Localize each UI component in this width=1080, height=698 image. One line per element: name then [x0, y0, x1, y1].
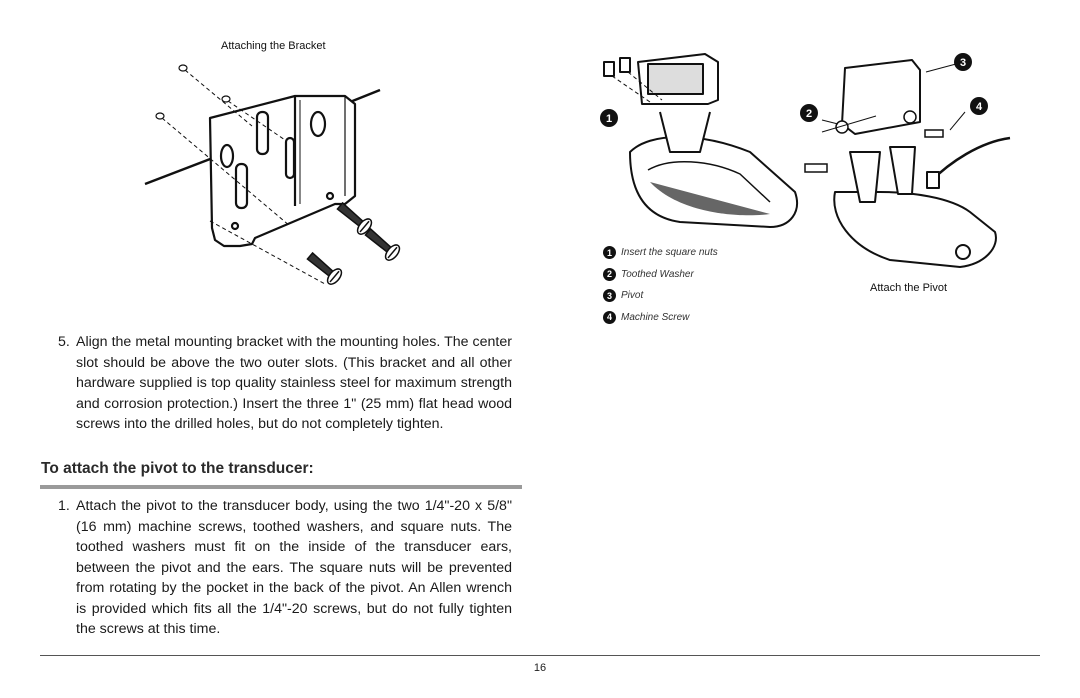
instruction-step-1 [60, 496, 512, 640]
bracket-illustration [140, 56, 430, 296]
callout-badge: 1 [603, 246, 616, 259]
legend-label: Toothed Washer [621, 268, 694, 280]
step-text: Align the metal mounting bracket with the mounting holes. The center slot should be above the two outer slots. (This bracket and all other hardware supplied is top quality stainless steel for maximum strength and corrosion protection.) Insert the three 1" (25 mm) flat head wood screws into the drilled holes, but do not completely tighten. [76, 334, 512, 432]
svg-text:4: 4 [975, 101, 983, 113]
step-text: Attach the pivot to the transducer body, using the two 1/4"-20 x 5/8" (16 mm) machine screws, toothed washers, and square nuts. The toothed washers must fit on the inside of the transducer ears, between the pivot and the ears. The square nuts will be prevented from rotating by the pocket in the back of the pivot. An Allen wrench is provided which fits all the 1/4"-20 screws, but do not fully tighten the screws at this time. [76, 498, 512, 637]
legend-label: Pivot [621, 290, 644, 302]
callout-badge: 4 [603, 311, 616, 324]
callout-3 [954, 53, 972, 71]
callout-2 [800, 104, 818, 122]
svg-text:3: 3 [959, 57, 967, 69]
footer-rule [40, 655, 1040, 656]
svg-text:1: 1 [605, 113, 613, 125]
heading-rule [40, 485, 522, 489]
step-number: 5. [58, 334, 70, 350]
section-heading: To attach the pivot to the transducer: [41, 460, 314, 477]
legend-item [603, 307, 718, 329]
callout-badge: 3 [603, 289, 616, 302]
legend-label: Machine Screw [621, 311, 690, 323]
pivot-figure-caption: Attach the Pivot [870, 282, 948, 294]
legend-item [603, 285, 718, 307]
legend-label: Insert the square nuts [621, 247, 718, 259]
instruction-step-5 [60, 332, 512, 435]
step-number: 1. [58, 498, 70, 514]
callout-4 [970, 97, 988, 115]
figure-legend [603, 242, 718, 328]
bracket-figure-caption: Attaching the Bracket [221, 40, 326, 52]
page-number: 16 [533, 662, 547, 674]
legend-item [603, 264, 718, 286]
callout-1 [600, 109, 618, 127]
legend-item [603, 242, 718, 264]
svg-text:2: 2 [805, 108, 813, 120]
callout-badge: 2 [603, 268, 616, 281]
